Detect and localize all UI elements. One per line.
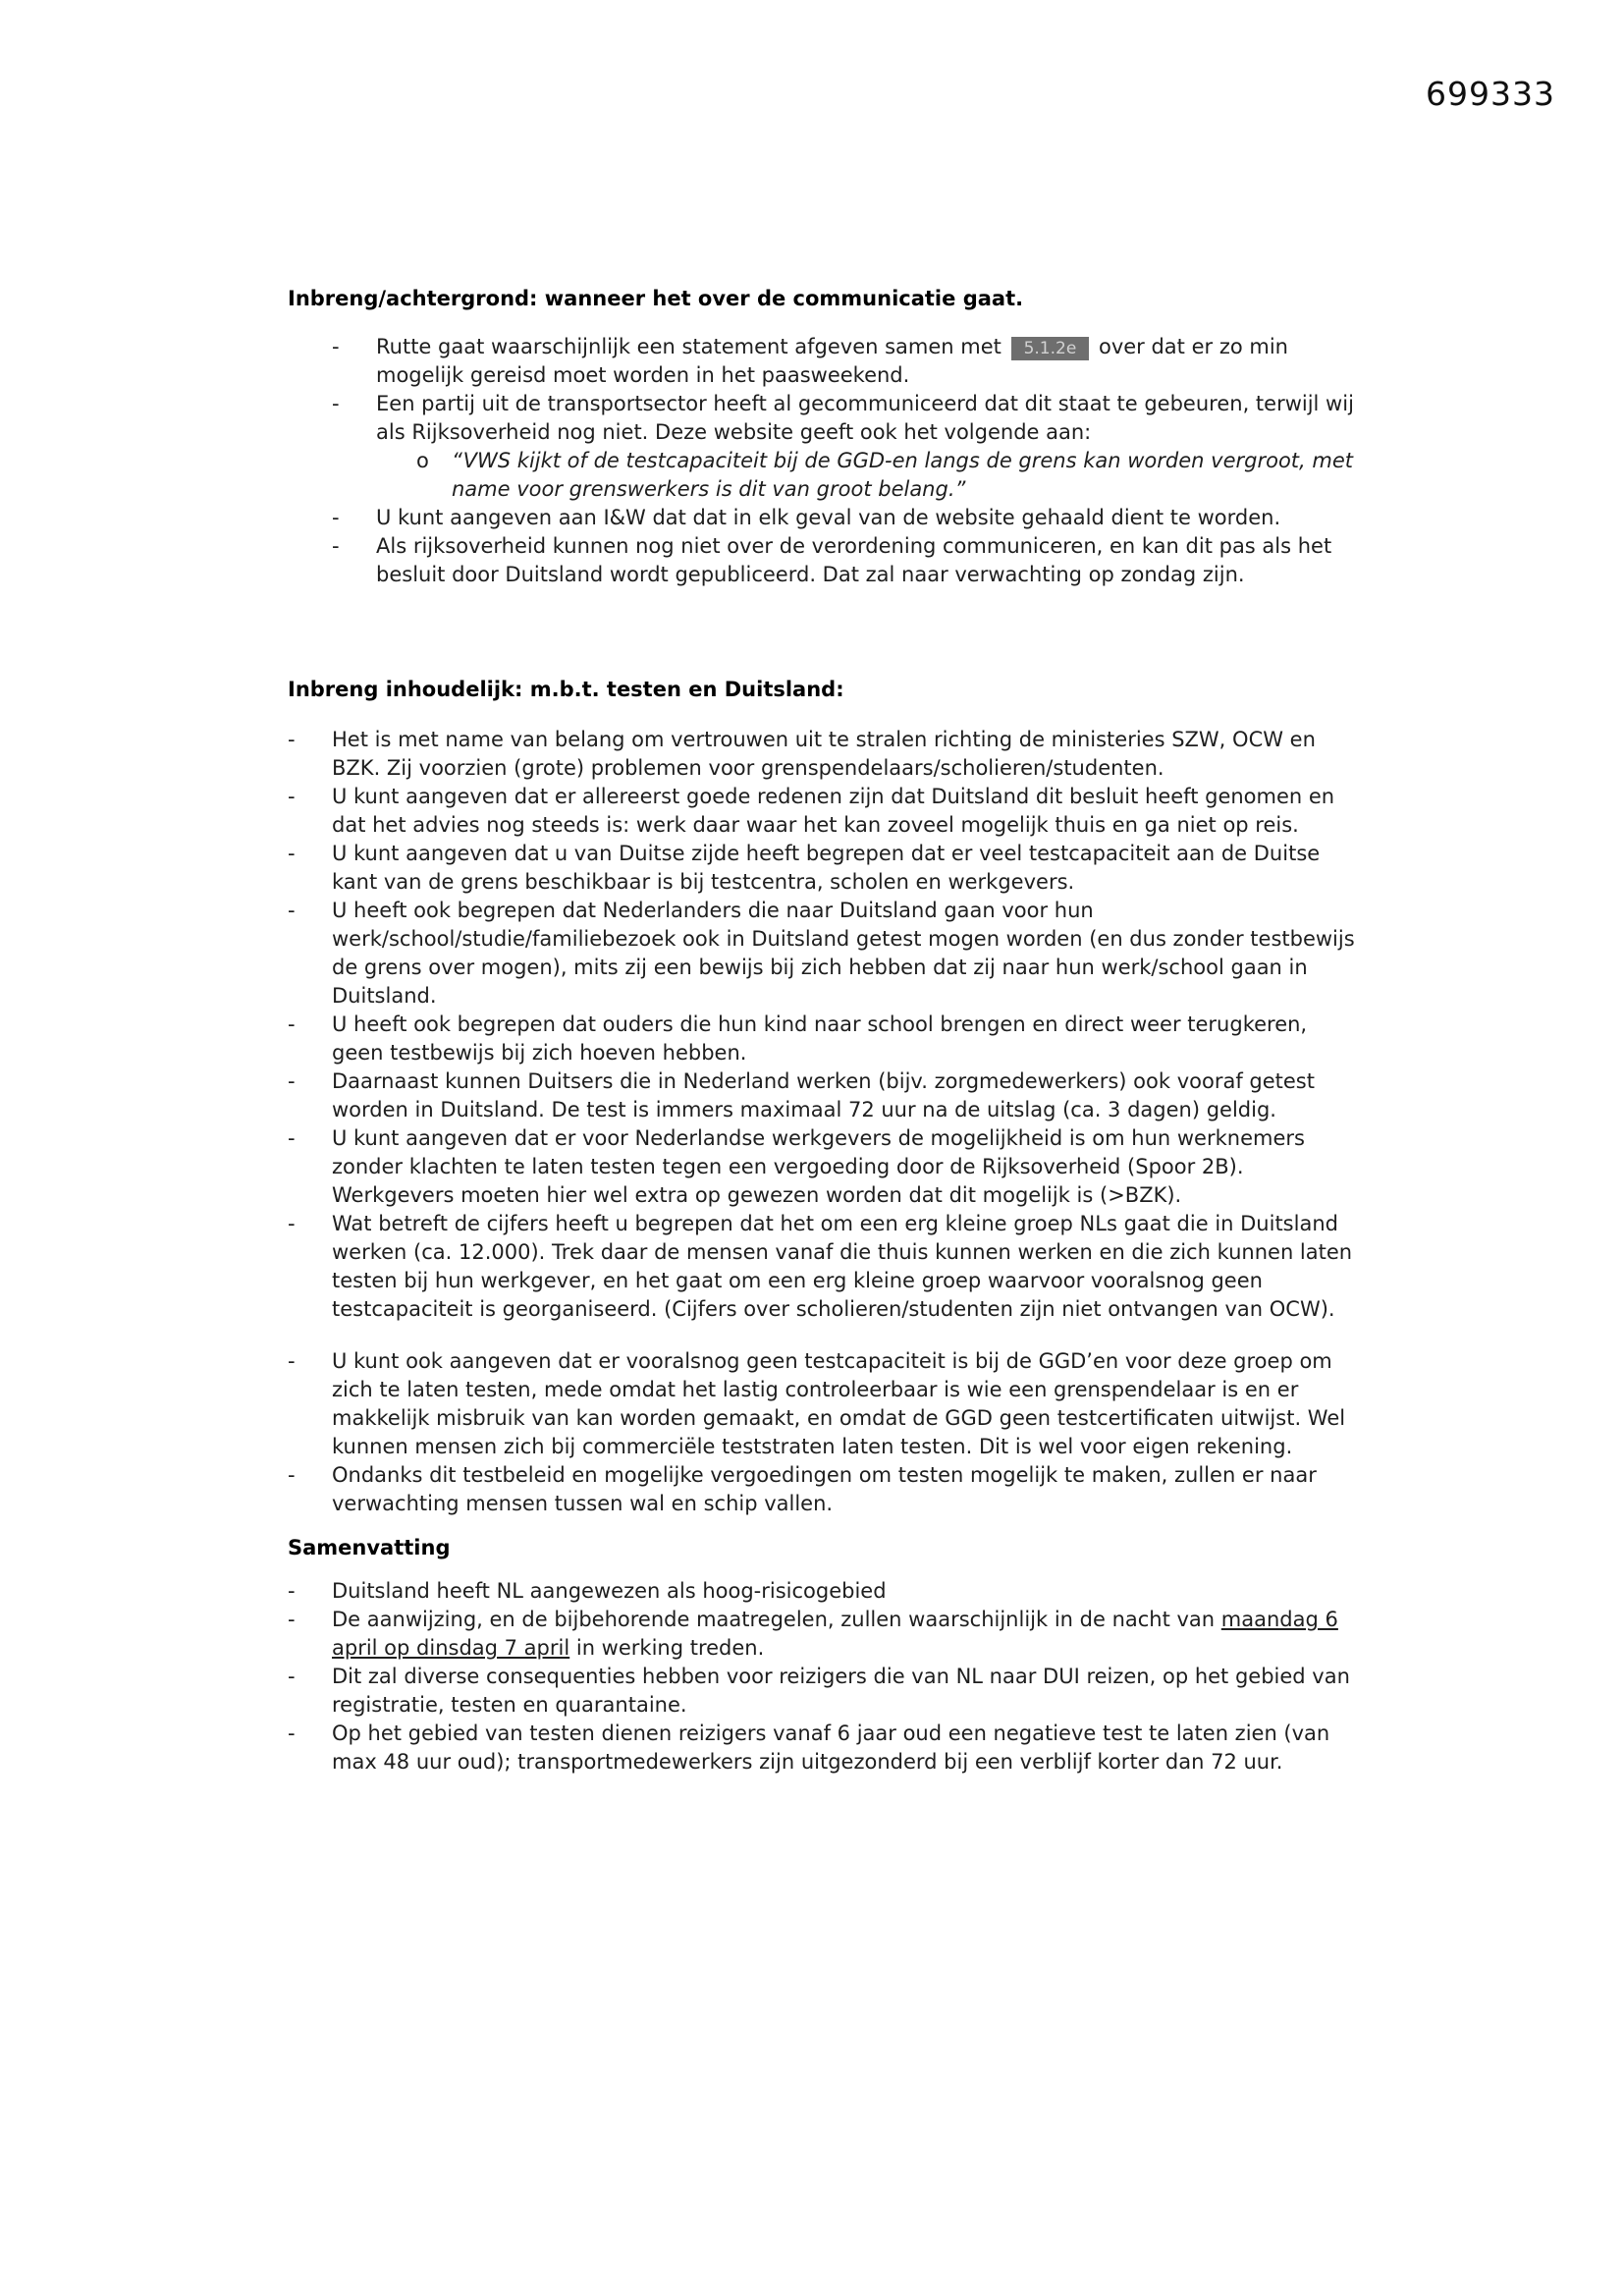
list-item-text [376,333,1360,390]
list-item-text [332,1067,1360,1124]
list-item [288,1210,1360,1324]
list-item-text [332,1011,1360,1067]
document-section [288,285,1360,589]
text-segment: Dit zal diverse consequenties hebben voor reizigers die van NL naar DUI reizen, op het gebied van registratie, testen en quarantaine. [332,1665,1350,1717]
list-item-text [332,1606,1360,1663]
list-item [288,1011,1360,1067]
bullet-marker: - [288,1126,296,1150]
bullet-marker: - [288,728,296,751]
bullet-marker: - [288,1722,296,1745]
bullet-marker: o [416,449,429,472]
list-item [288,897,1360,1011]
bullet-list [288,1577,1360,1777]
list-item [288,1606,1360,1663]
list-item-text [332,1210,1360,1324]
list-item [288,1720,1360,1777]
list-item-text [332,1347,1360,1461]
list-item-text [332,1577,1360,1606]
bullet-list [288,333,1360,589]
text-segment: over dat er zo min mogelijk gereisd moet worden in het paasweekend. [376,335,1288,387]
text-segment: Daarnaast kunnen Duitsers die in Nederland werken (bijv. zorgmedewerkers) ook vooraf getest worden in Duitsland. De test is immers maximaal 72 uur na de uitslag (ca. 3 dagen) geldig. [332,1069,1315,1121]
text-segment: U kunt aangeven aan I&W dat dat in elk geval van de website gehaald dient te worden. [376,506,1281,529]
bullet-marker: - [288,1012,296,1036]
list-item [288,726,1360,783]
list-item [332,390,1360,447]
list-item [288,1124,1360,1210]
text-segment: U kunt aangeven dat er allereerst goede redenen zijn dat Duitsland dit besluit heeft genomen en dat het advies nog steeds is: werk daar waar het kan zoveel mogelijk thuis en ga niet op reis. [332,785,1335,837]
text-segment: Als rijksoverheid kunnen nog niet over de verordening communiceren, en kan dit pas als het besluit door Duitsland wordt gepubliceerd. Dat zal naar verwachting op zondag zijn. [376,534,1332,586]
list-item [288,1577,1360,1606]
text-segment: Het is met name van belang om vertrouwen uit te stralen richting de ministeries SZW, OCW en BZK. Zij voorzien (grote) problemen voor grenspendelaars/scholieren/studenten. [332,728,1316,780]
text-segment: U kunt aangeven dat u van Duitse zijde heeft begrepen dat er veel testcapaciteit aan de Duitse kant van de grens beschikbaar is bij testcentra, scholen en werkgevers. [332,842,1321,894]
bullet-marker: - [288,1579,296,1603]
list-item-text [332,1720,1360,1777]
list-item-text [332,726,1360,783]
bullet-marker: - [332,335,340,358]
section-heading: Inbreng inhoudelijk: m.b.t. testen en Duitsland: [288,678,844,701]
list-item-text [332,1461,1360,1518]
text-segment: Duitsland heeft NL aangewezen als hoog-risicogebied [332,1579,887,1603]
list-item [332,532,1360,589]
document-section [288,676,1360,1518]
text-segment: Op het gebied van testen dienen reizigers vanaf 6 jaar oud een negatieve test te laten zien (van max 48 uur oud); transportmedewerkers zijn uitgezonderd bij een verblijf korter dan 72 uur. [332,1722,1330,1774]
text-segment: Rutte gaat waarschijnlijk een statement afgeven samen met [376,335,1008,358]
list-item-text [332,1124,1360,1210]
list-item [288,783,1360,840]
bullet-marker: - [288,1349,296,1373]
text-segment: Een partij uit de transportsector heeft al gecommuniceerd dat dit staat te gebeuren, terwijl wij als Rijksoverheid nog niet. Deze website geeft ook het volgende aan: [376,392,1354,444]
document-content [288,285,1360,1777]
text-segment: Wat betreft de cijfers heeft u begrepen dat het om een erg kleine groep NLs gaat die in Duitsland werken (ca. 12.000). Trek daar de mensen vanaf die thuis kunnen werken en die zich kunnen laten testen bij hun werkgever, en het gaat om een erg kleine groep waarvoor vooralsnog geen testcapaciteit is georganiseerd. (Cijfers over scholieren/studenten zijn niet ontvangen van OCW). [332,1212,1353,1321]
text-segment: U kunt ook aangeven dat er vooralsnog geen testcapaciteit is bij de GGD’en voor deze groep om zich te laten testen, mede omdat het lastig controleerbaar is wie een grenspendelaar is en er makkelijk misbruik van kan worden gemaakt, en omdat de GGD geen testcertificaten uitwijst. Wel kunnen mensen zich bij commerciële teststraten laten testen. Dit is wel voor eigen rekening. [332,1349,1346,1458]
bullet-marker: - [288,1212,296,1235]
list-item-text [376,532,1360,589]
bullet-marker: - [288,1608,296,1631]
list-item-text [332,783,1360,840]
bullet-marker: - [288,842,296,865]
text-segment: U heeft ook begrepen dat ouders die hun kind naar school brengen en direct weer terugkeren, geen testbewijs bij zich hoeven hebben. [332,1012,1308,1065]
bullet-marker: - [332,506,340,529]
list-item [288,1067,1360,1124]
text-segment: maandag 6 april op dinsdag 7 april [332,1608,1338,1660]
list-item-text [332,840,1360,897]
bullet-marker: - [332,534,340,558]
bullet-marker: - [288,899,296,922]
bullet-list [288,726,1360,1518]
bullet-marker: - [288,785,296,808]
text-segment: De aanwijzing, en de bijbehorende maatregelen, zullen waarschijnlijk in de nacht van [332,1608,1221,1631]
list-item [416,447,1360,504]
text-segment: “VWS kijkt of de testcapaciteit bij de GGD-en langs de grens kan worden vergroot, met name voor grenswerkers is dit van groot belang.” [452,449,1353,501]
list-item [288,1461,1360,1518]
text-segment: U kunt aangeven dat er voor Nederlandse werkgevers de mogelijkheid is om hun werknemers zonder klachten te laten testen tegen een vergoeding door de Rijksoverheid (Spoor 2B). Werkgevers moeten hier wel extra op gewezen worden dat dit mogelijk is (>BZK). [332,1126,1305,1207]
list-item [332,333,1360,390]
list-item-text [376,390,1360,447]
bullet-marker: - [332,392,340,415]
list-item [288,1347,1360,1461]
bullet-marker: - [288,1463,296,1487]
list-item [288,1663,1360,1720]
text-segment: in werking treden. [569,1636,765,1660]
list-item-text [452,447,1360,504]
section-heading: Samenvatting [288,1536,451,1559]
bullet-marker: - [288,1665,296,1688]
list-item [288,840,1360,897]
list-item-text [332,897,1360,1011]
text-segment: Ondanks dit testbeleid en mogelijke vergoedingen om testen mogelijk te maken, zullen er naar verwachting mensen tussen wal en schip vallen. [332,1463,1317,1515]
section-heading: Inbreng/achtergrond: wanneer het over de communicatie gaat. [288,287,1024,310]
list-item-text [332,1663,1360,1720]
bullet-marker: - [288,1069,296,1093]
redaction-box: 5.1.2e [1011,337,1090,360]
document-section [288,1534,1360,1777]
document-number: 699333 [1426,75,1555,113]
text-segment: U heeft ook begrepen dat Nederlanders die naar Duitsland gaan voor hun werk/school/studie/familiebezoek ook in Duitsland getest mogen worden (en dus zonder testbewijs de grens over mogen), mits zij een bewijs bij zich hebben dat zij naar hun werk/school gaan in Duitsland. [332,899,1355,1008]
list-item [332,504,1360,532]
list-item-text [376,504,1360,532]
